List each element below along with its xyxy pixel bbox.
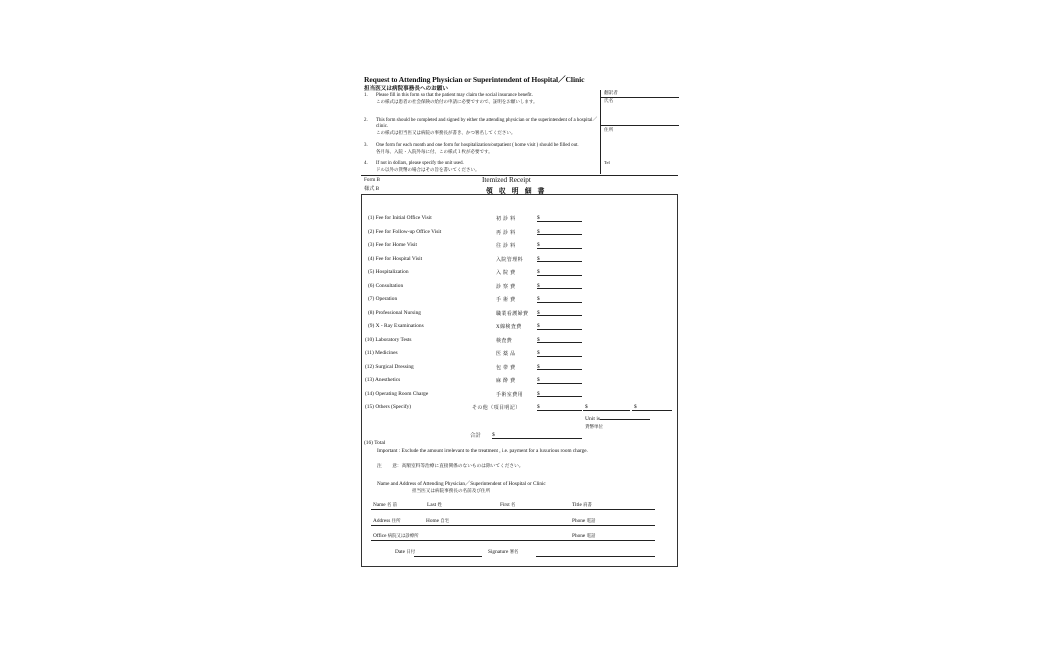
unit-field[interactable]: [600, 415, 650, 420]
instruction-number: 3.: [364, 143, 368, 148]
fee-label-japanese: 検査費: [496, 338, 513, 344]
fee-label: (2) Fee for Follow-up Office Visit: [368, 228, 442, 235]
instruction-number: 2.: [364, 118, 368, 123]
fee-label-japanese: 麻 酔 費: [496, 379, 516, 384]
form-title-japanese: 担当医又は病院事務長へのお願い: [364, 86, 448, 92]
dollar-sign: $: [537, 350, 540, 356]
dollar-sign: $: [537, 282, 540, 289]
instruction-3: [364, 143, 600, 155]
instruction-text: One form for each month and one form for hospitalization/outpatient ( home visit ) should be filled out.: [376, 143, 579, 148]
amount-field[interactable]: [537, 391, 582, 398]
amount-field[interactable]: [583, 404, 630, 411]
home-label-text: Home: [426, 518, 439, 524]
amount-field[interactable]: [632, 404, 672, 411]
others-row: [362, 404, 679, 412]
fee-label: (6) Consultation: [368, 282, 404, 289]
fee-label: (11) Medicines: [365, 350, 398, 356]
fee-row: [362, 229, 679, 237]
fee-label-japanese: 入 院 費: [496, 271, 516, 276]
address-heading-japanese: 担当医又は病院事務長の名前及び住所: [412, 488, 491, 493]
translator-address-label: 住所: [604, 127, 614, 132]
fee-row: [362, 350, 679, 358]
address-label-text: Address: [373, 518, 391, 524]
dollar-sign: $: [537, 309, 540, 316]
amount-field[interactable]: [537, 377, 582, 384]
dollar-sign: $: [537, 255, 540, 262]
fee-row: [362, 215, 679, 223]
date-label-japanese: 日付: [406, 549, 416, 554]
translator-name-label: 氏名: [604, 98, 614, 103]
instruction-text-japanese: この様式は患者の社会保険の給付の申請に必要ですので、証明をお願いします。: [376, 99, 538, 105]
fee-label-japanese: 初 診 料: [496, 217, 516, 222]
amount-field[interactable]: [537, 283, 582, 290]
instruction-4: [364, 161, 600, 173]
fee-row: [362, 256, 679, 264]
instruction-1: [364, 93, 600, 105]
fee-label: (15) Others (Specify): [365, 404, 412, 410]
last-name-label-text: Last: [427, 502, 437, 508]
signature-label-japanese: 署名: [509, 549, 519, 554]
fee-label-japanese: 入院管理料: [496, 257, 524, 263]
address-heading: Name and Address of Attending Physician／Superintendent of Hospital or Clinic: [377, 481, 546, 487]
dollar-sign: $: [537, 242, 540, 248]
fee-label: (10) Laboratory Tests: [365, 336, 412, 343]
amount-field[interactable]: [537, 337, 582, 344]
title-label-japanese: 肩書: [583, 502, 592, 507]
date-label-text: Date: [395, 549, 405, 555]
amount-field[interactable]: [537, 296, 582, 303]
fee-row: [362, 269, 679, 277]
address-label-japanese: 住所: [391, 518, 401, 523]
dollar-sign: $: [537, 296, 540, 302]
fee-label: (5) Hospitalization: [368, 269, 409, 275]
total-label: (16) Total: [364, 440, 386, 446]
fee-row: [362, 296, 679, 304]
instruction-text-japanese: ドル以外の貨幣の場合はその旨を書いてください。: [376, 167, 480, 173]
translator-tel-label: Tel: [604, 160, 610, 165]
dollar-sign: $: [585, 404, 588, 410]
phone-label-japanese: 電話: [586, 533, 596, 538]
receipt-heading: Itemized Receipt: [482, 176, 531, 184]
amount-field[interactable]: [537, 404, 582, 411]
dollar-sign: $: [537, 228, 540, 235]
dollar-sign: $: [537, 404, 540, 410]
amount-field[interactable]: [537, 269, 582, 276]
home-address-field[interactable]: [371, 525, 655, 526]
signature-field[interactable]: [536, 556, 655, 557]
instruction-text: Please fill in this form so that the patient may claim the social insurance benefit.: [376, 93, 533, 98]
fee-label: (3) Fee for Home Visit: [368, 242, 417, 248]
fee-label: (13) Anesthetics: [365, 377, 401, 383]
fee-label-japanese: 往 診 料: [496, 244, 516, 249]
fee-label: (8) Professional Nursing: [368, 309, 422, 316]
date-field[interactable]: [414, 556, 482, 557]
amount-field[interactable]: [537, 350, 582, 357]
name-label-text: Name: [373, 502, 386, 508]
office-label-japanese: 病院又は診療所: [387, 533, 419, 538]
office-address-field[interactable]: [371, 540, 655, 541]
name-field[interactable]: [371, 509, 655, 510]
fee-label: (4) Fee for Hospital Visit: [368, 255, 423, 262]
dollar-sign: $: [537, 363, 540, 370]
amount-field[interactable]: [537, 229, 582, 236]
translator-box: [600, 90, 678, 174]
first-name-label-japanese: 名: [511, 502, 516, 507]
fee-row: [362, 337, 679, 345]
office-label-text: Office: [373, 533, 387, 539]
phone-label-japanese: 電話: [586, 518, 596, 523]
fee-label-japanese: 職業看護婦費: [496, 311, 529, 317]
instruction-number: 1.: [364, 93, 368, 98]
fee-label: (12) Surgical Dressing: [365, 363, 414, 370]
first-name-label-text: First: [500, 502, 510, 508]
fee-row: [362, 310, 679, 318]
fee-label-japanese: 手術室費用: [496, 392, 524, 398]
signature-label-text: Signature: [488, 549, 509, 555]
translator-divider: [601, 125, 679, 126]
instruction-number: 4.: [364, 161, 368, 166]
instruction-text: If not in dollars, please specify the unit used.: [376, 161, 464, 166]
amount-field[interactable]: [537, 323, 582, 330]
fee-label-japanese: 医 薬 品: [496, 352, 516, 357]
important-note: Important : Exclude the amount irrelevant to the treatment , i.e. payment for a luxurious room charge.: [377, 448, 588, 454]
translator-label: 翻訳者: [604, 90, 618, 95]
phone-label-text: Phone: [572, 533, 586, 539]
receipt-heading-japanese: 領 収 明 細 書: [486, 188, 547, 195]
phone-label-text: Phone: [572, 518, 586, 524]
fee-label-japanese: 包 帯 費: [496, 365, 516, 371]
signature-label: [488, 549, 518, 557]
form-label-japanese: 様式 B: [364, 186, 380, 192]
dollar-sign: $: [537, 323, 540, 329]
form-label: Form B: [364, 177, 380, 183]
dollar-sign: $: [537, 269, 540, 275]
instruction-text: This form should be completed and signed by either the attending physician or the superintendent of a hospital／clinic.: [376, 118, 598, 130]
amount-field[interactable]: [537, 256, 582, 263]
dollar-sign: $: [634, 404, 637, 410]
fee-label-japanese: 再 診 料: [496, 230, 516, 236]
fee-row: [362, 283, 679, 291]
receipt-frame: [361, 194, 678, 567]
home-label-japanese: 自宅: [440, 518, 450, 523]
total-amount-field[interactable]: [492, 433, 582, 439]
title-label-text: Title: [572, 502, 582, 508]
unit-label: [585, 415, 650, 422]
unit-label-japanese: 貨幣単位: [585, 424, 603, 429]
dollar-sign: $: [537, 336, 540, 343]
dollar-sign: $: [537, 215, 540, 221]
amount-field[interactable]: [537, 364, 582, 371]
total-row: [470, 431, 582, 439]
dollar-sign: $: [537, 377, 540, 383]
fee-label-japanese: 手 術 費: [496, 298, 516, 303]
amount-field[interactable]: [537, 242, 582, 249]
fee-label-japanese: 診 察 費: [496, 284, 516, 290]
unit-label-text: Unit is: [585, 416, 601, 422]
fee-label: (7) Operation: [368, 296, 398, 302]
fee-row: [362, 364, 679, 372]
instruction-text-japanese: 各月毎、入院・入院外毎に付、この様式１枚が必要です。: [376, 149, 493, 155]
dollar-sign: $: [492, 432, 495, 438]
translator-divider: [601, 97, 679, 98]
name-label-japanese: 名 前: [386, 502, 397, 507]
instruction-2: [364, 118, 600, 137]
instruction-text-japanese: この様式は担当医又は病院の事務長が書き、かつ署名してください。: [376, 130, 516, 136]
fee-label: (14) Operating Room Charge: [365, 390, 429, 397]
form-title: Request to Attending Physician or Superintendent of Hospital／Clinic: [364, 75, 585, 84]
dollar-sign: $: [537, 390, 540, 397]
last-name-label-japanese: 姓: [437, 502, 442, 507]
fee-row: [362, 391, 679, 399]
fee-row: [362, 242, 679, 250]
fee-label: (9) X - Ray Examinations: [368, 323, 424, 329]
total-label-japanese: 合計: [470, 433, 481, 439]
fee-label-japanese: その他（項目明記）: [472, 406, 521, 411]
amount-field[interactable]: [537, 310, 582, 317]
fee-row: [362, 377, 679, 385]
date-label: [395, 549, 415, 557]
important-note-japanese: 注 意：高額室料等治療に直接関係のないものは除いてください。: [377, 464, 524, 469]
amount-field[interactable]: [537, 215, 582, 222]
fee-label-japanese: X線検査費: [496, 325, 522, 330]
fee-label: (1) Fee for Initial Office Visit: [368, 215, 432, 221]
fee-row: [362, 323, 679, 331]
